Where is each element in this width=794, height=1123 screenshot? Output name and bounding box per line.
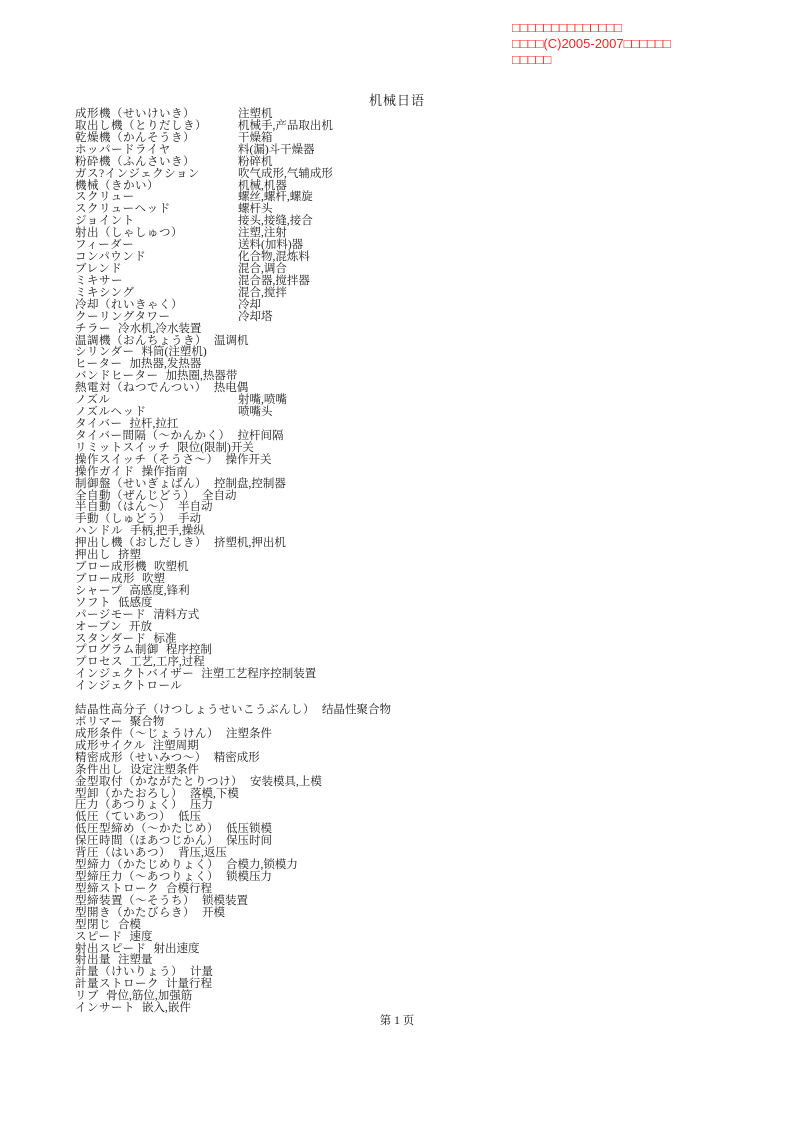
term-japanese: ジョイント [75, 215, 135, 228]
term-japanese: 型締力（かたじめりょく） [75, 859, 219, 872]
term-chinese: 嵌入,嵌件 [142, 1002, 191, 1015]
term-japanese: ソフト [75, 596, 111, 609]
term-chinese: 操作指南 [141, 465, 188, 478]
term-chinese: 化合物,混炼料 [238, 251, 310, 264]
term-japanese: 型締装置（～そうち） [75, 894, 195, 907]
term-chinese: 手柄,把手,操纵 [130, 525, 205, 538]
term-japanese: 圧力（あつりょく） [75, 799, 183, 812]
term-japanese: インジェクトロール [75, 680, 183, 693]
term-chinese: 开模 [202, 906, 225, 919]
term-chinese: 骨位,筋位,加强筋 [106, 990, 193, 1003]
term-japanese: パージモード [75, 608, 147, 621]
term-chinese: 精密成形 [213, 751, 260, 764]
term-chinese: 计量行程 [166, 978, 212, 991]
term-chinese: 清料方式 [153, 608, 200, 621]
term-chinese: 接头,接缝,接合 [238, 215, 313, 228]
term-chinese: 干燥箱 [238, 131, 273, 144]
term-japanese: 半自動（はん～） [75, 501, 171, 514]
term-chinese: 压力 [190, 799, 213, 812]
term-chinese: 吹气成形,气辅成形 [238, 167, 333, 180]
term-chinese: 射嘴,喷嘴 [238, 394, 287, 407]
term-japanese: 操作ガイド [75, 465, 135, 478]
term-japanese: リブ [75, 990, 99, 1003]
term-chinese: 合模力,锁模力 [226, 859, 298, 872]
term-japanese: 計量（けいりょう） [75, 966, 183, 979]
term-japanese: 型閉じ [75, 918, 111, 931]
term-chinese: 开放 [128, 620, 152, 633]
term-chinese: 结晶性聚合物 [322, 704, 391, 717]
term-japanese: スピード [75, 930, 123, 943]
term-chinese: 热电偶 [213, 382, 249, 395]
term-chinese: 全自动 [202, 489, 237, 502]
term-chinese: 吹塑机 [154, 561, 189, 574]
term-japanese: ポリマー [75, 716, 123, 729]
term-japanese: インサート [75, 1002, 135, 1015]
term-japanese: バンドヒーター [75, 370, 159, 383]
term-chinese: 注塑条件 [226, 727, 272, 740]
glossary-entry [75, 133, 391, 145]
term-japanese: 背圧（はいあつ） [75, 847, 171, 860]
glossary-entry [75, 252, 391, 264]
term-chinese: 挤塑机,押出机 [214, 537, 286, 550]
term-japanese: 型卸（かたおろし） [75, 787, 183, 800]
term-japanese: オーブン [75, 620, 122, 633]
term-chinese: 混合,调合 [238, 262, 287, 275]
term-chinese: 背压,返压 [178, 847, 227, 860]
term-japanese: 温調機（おんちょうき） [75, 334, 207, 347]
term-chinese: 温调机 [214, 334, 249, 347]
glossary-entry [75, 908, 391, 920]
term-chinese: 低压 [178, 811, 201, 824]
term-japanese: ブロー成形 [75, 572, 135, 585]
term-chinese: 螺杆头 [238, 203, 273, 216]
term-chinese: 喷嘴头 [238, 406, 273, 419]
term-chinese: 合模行程 [166, 882, 212, 895]
term-japanese: クーリングタワー [75, 310, 171, 323]
term-japanese: 取出し機（とりだしき） [75, 119, 207, 132]
term-japanese: ホッパードライヤ [75, 143, 171, 156]
term-japanese: インジェクトバイザー [75, 668, 195, 681]
term-japanese: チラー [75, 322, 111, 335]
term-chinese: 锁模装置 [202, 894, 248, 907]
term-japanese: 制御盤（せいぎょばん） [75, 477, 207, 490]
term-japanese: タイバー間隔（～かんかく） [75, 429, 231, 442]
term-japanese: シャープ [75, 584, 123, 597]
term-japanese: 乾燥機（かんそうき） [75, 131, 195, 144]
term-chinese: 标准 [153, 632, 177, 645]
term-chinese: 混合器,搅拌器 [238, 274, 310, 287]
term-chinese: 吹塑 [142, 572, 165, 585]
page-number: 第 1 页 [379, 1015, 415, 1027]
term-japanese: スクリューヘッド [75, 203, 171, 216]
copyright-line-3: □□□□□ [512, 52, 552, 67]
term-chinese: 操作开关 [225, 453, 272, 466]
term-japanese: 結晶性高分子（けつしょうせいこうぶんし） [75, 704, 315, 717]
glossary-entry [75, 145, 391, 157]
term-japanese: 操作スイッチ（そうさ～） [75, 453, 219, 466]
term-chinese: 粉碎机 [238, 155, 273, 168]
copyright-watermark [512, 20, 671, 68]
term-japanese: 条件出し [75, 763, 123, 776]
term-chinese: 保压时间 [226, 835, 272, 848]
term-japanese: 射出（しゃしゅつ） [75, 227, 183, 240]
term-chinese: 高感度,锋利 [129, 584, 190, 597]
term-chinese: 锁模压力 [226, 871, 272, 883]
term-chinese: 注塑周期 [152, 739, 199, 752]
term-japanese: ブレンド [75, 262, 123, 275]
term-japanese: 冷却（れいきゃく） [75, 298, 183, 311]
term-japanese: ブロー成形機 [75, 561, 147, 574]
term-japanese: ミキシング [75, 286, 135, 299]
term-chinese: 计量 [190, 966, 213, 979]
term-chinese: 挤塑 [118, 549, 141, 562]
glossary-entry [75, 300, 391, 312]
glossary-entry [75, 610, 391, 622]
glossary-entry [75, 157, 391, 169]
term-japanese: 熱電対（ねつでんつい） [75, 382, 207, 395]
term-chinese: 混合,搅拌 [238, 286, 287, 299]
term-chinese: 聚合物 [129, 716, 165, 729]
term-chinese: 冷却 [238, 298, 261, 311]
term-chinese: 拉杆间隔 [237, 429, 284, 442]
term-chinese: 冷却塔 [238, 310, 273, 323]
term-japanese: ミキサー [75, 274, 123, 287]
term-chinese: 射出速度 [153, 942, 200, 955]
term-chinese: 设定注塑条件 [130, 763, 199, 776]
glossary-entry [75, 681, 391, 693]
term-chinese: 注塑量 [118, 954, 153, 967]
term-chinese: 低压锁模 [226, 823, 272, 836]
term-japanese: シリンダー [75, 346, 135, 359]
copyright-line-2: □□□□(C)2005-2007□□□□□□ [512, 36, 671, 51]
term-chinese: 注塑,注射 [238, 227, 287, 240]
term-chinese: 螺丝,螺杆,螺旋 [238, 191, 313, 204]
term-japanese: ヒーター [75, 358, 123, 371]
term-japanese: 金型取付（かながたとりつけ） [75, 775, 243, 788]
term-japanese: 型締圧力（～あつりょく） [75, 871, 219, 883]
term-chinese: 注塑工艺程序控制装置 [201, 668, 317, 681]
term-chinese: 速度 [129, 930, 153, 943]
term-japanese: ノズル [75, 394, 111, 407]
term-japanese: 低圧（ていあつ） [75, 811, 171, 824]
term-japanese: 保圧時間（ほあつじかん） [75, 835, 219, 848]
term-chinese: 安装模具,上模 [250, 775, 322, 788]
term-japanese: 低圧型締め（～かたじめ） [75, 823, 219, 836]
term-japanese: 押出し [75, 549, 111, 562]
term-japanese: プロセス [75, 656, 123, 669]
glossary-section [75, 705, 391, 1015]
term-japanese: スタンダード [75, 632, 147, 645]
term-chinese: 机械手,产品取出机 [238, 119, 333, 132]
glossary-entry [75, 574, 391, 586]
term-japanese: 型開き（かたびらき） [75, 906, 195, 919]
term-japanese: プログラム制御 [75, 644, 159, 657]
term-japanese: 成形サイクル [75, 739, 146, 752]
term-chinese: 限位(限制)开关 [177, 441, 254, 454]
term-japanese: コンパウンド [75, 251, 147, 264]
term-japanese: ハンドル [75, 525, 123, 538]
term-japanese: リミットスイッチ [75, 441, 171, 454]
glossary-entry [75, 288, 391, 300]
term-japanese: 手動（しゅどう） [75, 513, 171, 526]
term-japanese: 粉砕機（ふんさいき） [75, 155, 195, 168]
glossary-entry [75, 169, 391, 181]
term-chinese: 加热圈,热器带 [165, 370, 238, 383]
term-chinese: 加热器,发热器 [129, 358, 202, 371]
term-chinese: 合模 [118, 918, 141, 931]
term-japanese: タイバー [75, 417, 123, 430]
term-japanese: 成形機（せいけいき） [75, 108, 195, 120]
term-japanese: ガス?インジェクション [75, 167, 200, 180]
term-japanese: ノズルヘッド [75, 406, 147, 419]
glossary-entry [75, 312, 391, 324]
term-japanese: スクリュー [75, 191, 135, 204]
term-chinese: 料筒(注塑机) [141, 346, 207, 359]
term-chinese: 程序控制 [165, 644, 212, 657]
term-japanese: 精密成形（せいみつ～） [75, 751, 207, 764]
term-chinese: 冷水机,冷水装置 [118, 322, 202, 335]
glossary-entry [75, 383, 391, 395]
term-japanese: 射出量 [75, 954, 111, 967]
term-chinese: 低感度 [118, 596, 153, 609]
copyright-line-1: □□□□□□□□□□□□□□ [512, 20, 622, 35]
term-chinese: 拉杆,拉扛 [129, 417, 179, 430]
term-japanese: 機械（きかい） [75, 179, 159, 192]
term-japanese: 押出し機（おしだしき） [75, 537, 207, 550]
glossary-list [75, 109, 391, 1015]
term-chinese: 机械,机器 [238, 179, 287, 192]
glossary-section [75, 109, 391, 693]
term-japanese: 計量ストローク [75, 978, 159, 991]
term-japanese: 成形条件（～じょうけん） [75, 727, 219, 740]
term-japanese: フィーダー [75, 239, 135, 252]
term-japanese: 型締ストローク [75, 882, 159, 895]
term-chinese: 半自动 [178, 501, 213, 514]
term-chinese: 注塑机 [238, 108, 273, 120]
term-japanese: 全自動（ぜんじどう） [75, 489, 195, 502]
term-chinese: 落模,下模 [190, 787, 239, 800]
term-chinese: 控制盘,控制器 [214, 477, 286, 490]
term-chinese: 手动 [178, 513, 201, 526]
glossary-entry [75, 586, 391, 598]
term-chinese: 料(漏)斗干燥器 [238, 143, 315, 156]
term-japanese: 射出スピード [75, 942, 147, 955]
page-title: 机械日语 [368, 93, 425, 108]
term-chinese: 工艺,工序,过程 [130, 656, 205, 669]
term-chinese: 送料(加料)器 [238, 239, 304, 252]
